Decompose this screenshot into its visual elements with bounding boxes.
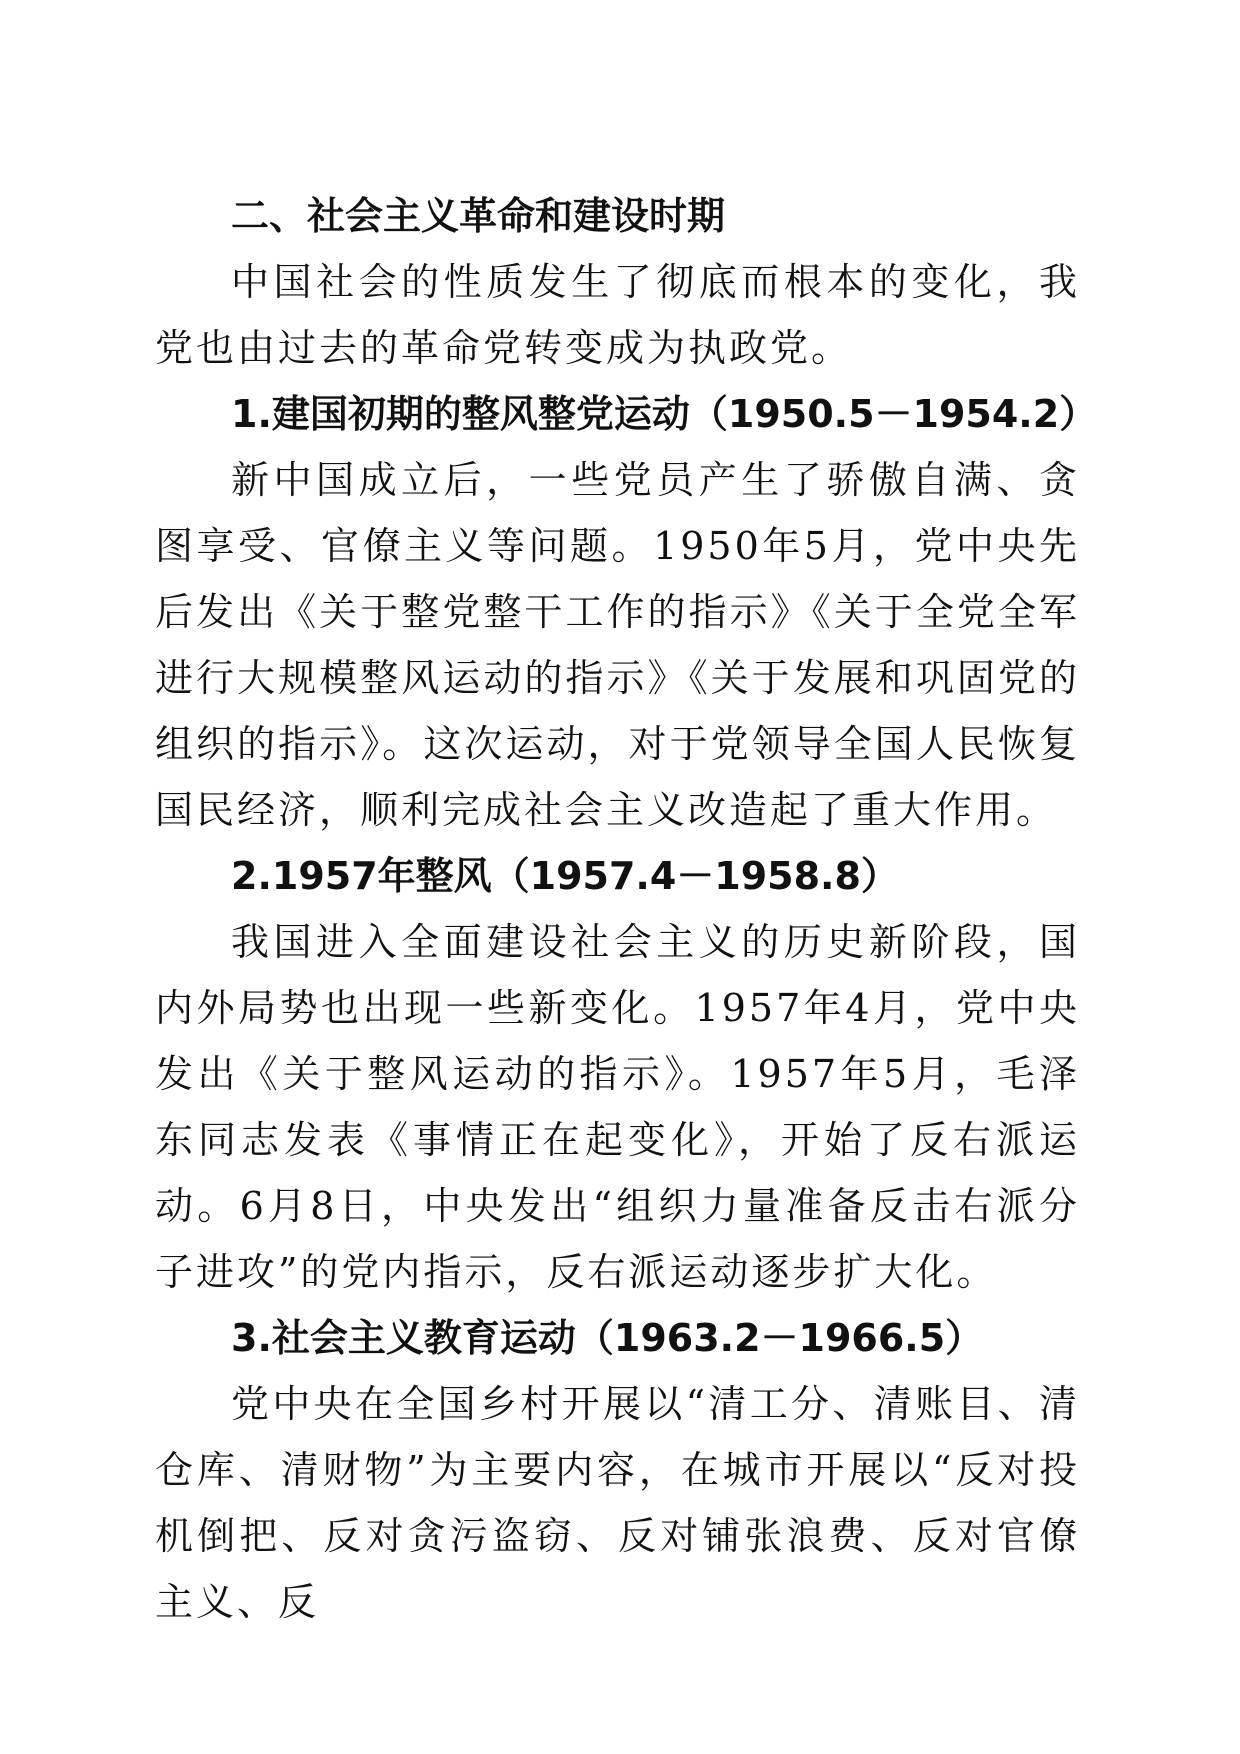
subsection-3-body: 党中央在全国乡村开展以“清工分、清账目、清仓库、清财物”为主要内容，在城市开展以“反对投机倒把、反对贪污盗窃、反对铺张浪费、反对官僚主义、反 xyxy=(155,1382,1080,1624)
subsection-2-heading: 2.1957年整风（1957.4－1958.8） xyxy=(231,854,899,898)
document-page xyxy=(155,183,1098,1635)
subsection-2-body: 我国进入全面建设社会主义的历史新阶段，国内外局势也出现一些新变化。1957年4月，党中央发出《关于整风运动的指示》。1957年5月，毛泽东同志发表《事情正在起变化》，开始了反右派运动。6月8日，中央发出“组织力量准备反击右派分子进攻”的党内指示，反右派运动逐步扩大化。 xyxy=(155,920,1080,1294)
section-title: 二、社会主义革命和建设时期 xyxy=(231,194,726,238)
subsection-3-heading: 3.社会主义教育运动（1963.2－1966.5） xyxy=(231,1316,984,1360)
intro-paragraph: 中国社会的性质发生了彻底而根本的变化，我党也由过去的革命党转变成为执政党。 xyxy=(155,260,1080,370)
subsection-1-heading: 1.建国初期的整风整党运动（1950.5－1954.2） xyxy=(231,392,1098,436)
subsection-1-body: 新中国成立后，一些党员产生了骄傲自满、贪图享受、官僚主义等问题。1950年5月，党中央先后发出《关于整党整干工作的指示》《关于全党全军进行大规模整风运动的指示》《关于发展和巩固党的组织的指示》。这次运动，对于党领导全国人民恢复国民经济，顺利完成社会主义改造起了重大作用。 xyxy=(155,458,1080,832)
